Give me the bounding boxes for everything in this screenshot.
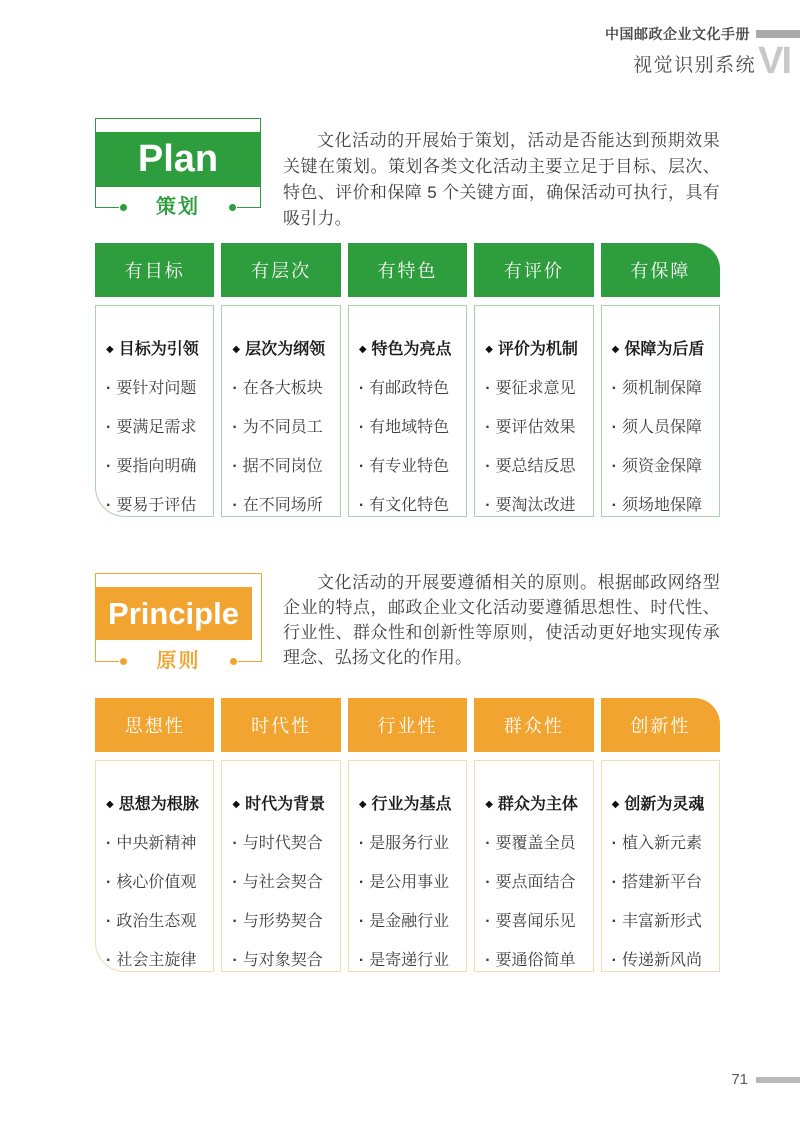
column-item-label: 要征求意见 <box>495 380 576 397</box>
column-item <box>232 869 335 892</box>
column-header: 有层次 <box>221 243 340 297</box>
column-item-label: 为不同员工 <box>242 419 323 436</box>
column-item-label: 有邮政特色 <box>369 380 450 397</box>
dot-bullet-icon: · <box>485 419 491 436</box>
dot-bullet-icon: · <box>232 458 238 475</box>
dot-bullet-icon: · <box>232 835 238 852</box>
diamond-bullet-icon: ◆ <box>232 799 241 810</box>
column-header: 创新性 <box>601 698 720 752</box>
column-body <box>95 760 214 972</box>
column-item-label: 在不同场所 <box>242 497 323 514</box>
table-column <box>601 698 720 972</box>
dot-bullet-icon: · <box>232 952 238 969</box>
column-item <box>106 830 209 853</box>
column-item-label: 是服务行业 <box>369 835 450 852</box>
column-header: 群众性 <box>474 698 593 752</box>
column-item-label: 丰富新形式 <box>621 913 702 930</box>
column-item <box>232 375 335 398</box>
column-body <box>474 760 593 972</box>
column-item-label: 要易于评估 <box>116 497 197 514</box>
diamond-bullet-icon: ◆ <box>106 799 114 810</box>
header-bar <box>756 30 800 38</box>
column-title-row <box>359 791 462 814</box>
column-item <box>359 908 462 931</box>
dot-bullet-icon: · <box>358 913 365 930</box>
column-header: 有特色 <box>348 243 467 297</box>
column-body <box>601 760 720 972</box>
plan-badge-subtitle: 策划 <box>156 196 200 218</box>
column-item <box>359 869 462 892</box>
column-title-row <box>359 336 462 359</box>
plan-badge <box>95 118 261 218</box>
column-item-label: 是金融行业 <box>369 913 450 930</box>
column-header: 行业性 <box>348 698 467 752</box>
column-item-label: 有专业特色 <box>369 458 450 475</box>
column-item-label: 须人员保障 <box>621 419 702 436</box>
dot-bullet-icon: · <box>611 952 617 969</box>
column-item-label: 要满足需求 <box>116 419 197 436</box>
dot-bullet-icon: · <box>358 952 365 969</box>
column-title-row <box>612 336 715 359</box>
column-item-label: 要针对问题 <box>116 380 197 397</box>
column-title: 创新为灵魂 <box>624 796 705 813</box>
column-item <box>232 908 335 931</box>
column-title-row <box>485 336 588 359</box>
column-item <box>612 414 715 437</box>
column-item-label: 植入新元素 <box>621 835 702 852</box>
column-title: 评价为机制 <box>497 341 578 358</box>
principle-paragraph: 文化活动的开展要遵循相关的原则。根据邮政网络型企业的特点，邮政企业文化活动要遵循思想性、时代性、行业性、群众性和创新性等原则，使活动更好地实现传承理念、弘扬文化的作用。 <box>283 573 720 667</box>
diamond-bullet-icon: ◆ <box>611 799 620 810</box>
table-column <box>95 243 214 517</box>
diamond-bullet-icon: ◆ <box>106 344 114 355</box>
column-item-label: 有文化特色 <box>369 497 450 514</box>
column-body <box>221 760 340 972</box>
dot-bullet-icon: · <box>232 874 238 891</box>
column-item <box>612 375 715 398</box>
table-column <box>348 243 467 517</box>
column-header: 思想性 <box>95 698 214 752</box>
vi-system-title: 视觉识别系统 <box>633 55 757 76</box>
column-item <box>612 869 715 892</box>
column-item <box>612 830 715 853</box>
column-item <box>612 453 715 476</box>
dot-bullet-icon: · <box>358 419 365 436</box>
column-title: 时代为背景 <box>245 796 326 813</box>
column-title: 思想为根脉 <box>118 796 199 813</box>
column-item <box>106 414 209 437</box>
table-column <box>221 698 340 972</box>
column-item <box>359 453 462 476</box>
dot-bullet-icon: · <box>611 874 617 891</box>
dot-bullet-icon: · <box>611 380 617 397</box>
handbook-title: 中国邮政企业文化手册 <box>605 26 750 42</box>
column-title: 行业为基点 <box>371 796 452 813</box>
plan-table <box>95 243 720 517</box>
footer-bar <box>756 1077 800 1083</box>
dot-bullet-icon: · <box>611 419 617 436</box>
column-item-label: 社会主旋律 <box>116 952 197 969</box>
diamond-bullet-icon: ◆ <box>358 799 367 810</box>
column-item-label: 中央新精神 <box>116 835 197 852</box>
dot-bullet-icon: · <box>106 952 112 969</box>
principle-badge-subtitle: 原则 <box>156 650 201 672</box>
diamond-bullet-icon: ◆ <box>232 344 241 355</box>
dot-bullet-icon: · <box>358 497 365 514</box>
column-item <box>485 375 588 398</box>
dot-bullet-icon: · <box>611 497 617 514</box>
table-column <box>95 698 214 972</box>
column-header: 有目标 <box>95 243 214 297</box>
principle-table <box>95 698 720 972</box>
vi-watermark: VI <box>758 40 790 82</box>
header-row-subtitle <box>0 40 800 82</box>
column-title-row <box>232 336 335 359</box>
column-item <box>106 375 209 398</box>
column-item <box>359 375 462 398</box>
dot-bullet-icon: · <box>358 835 365 852</box>
column-item-label: 搭建新平台 <box>621 874 702 891</box>
column-item <box>232 492 335 515</box>
dot-bullet-icon: · <box>106 419 112 436</box>
column-item-label: 有地域特色 <box>369 419 450 436</box>
column-item <box>485 414 588 437</box>
dot-bullet-icon: · <box>485 497 491 514</box>
column-title-row <box>232 791 335 814</box>
column-item <box>232 830 335 853</box>
diamond-bullet-icon: ◆ <box>485 344 493 355</box>
column-title-row <box>106 336 209 359</box>
column-item-label: 要总结反思 <box>495 458 576 475</box>
column-item-label: 据不同岗位 <box>242 458 323 475</box>
column-item-label: 要喜闻乐见 <box>495 913 576 930</box>
column-header: 时代性 <box>221 698 340 752</box>
dot-bullet-icon: · <box>485 380 491 397</box>
column-body <box>348 760 467 972</box>
column-item <box>106 869 209 892</box>
diamond-bullet-icon: ◆ <box>485 799 493 810</box>
dot-bullet-icon: · <box>358 458 365 475</box>
column-body <box>95 305 214 517</box>
header-row-title <box>0 24 800 44</box>
table-column <box>221 243 340 517</box>
column-title: 群众为主体 <box>497 796 578 813</box>
column-item <box>232 453 335 476</box>
column-body <box>474 305 593 517</box>
column-item <box>612 908 715 931</box>
column-item <box>612 492 715 515</box>
column-body <box>348 305 467 517</box>
column-body <box>221 305 340 517</box>
dot-bullet-icon: · <box>232 380 238 397</box>
column-item-label: 须资金保障 <box>621 458 702 475</box>
column-item-label: 是公用事业 <box>369 874 450 891</box>
column-title-row <box>612 791 715 814</box>
column-title: 保障为后盾 <box>624 341 705 358</box>
column-title-row <box>485 791 588 814</box>
column-item-label: 核心价值观 <box>116 874 197 891</box>
column-item <box>359 492 462 515</box>
column-item-label: 要指向明确 <box>116 458 197 475</box>
dot-bullet-icon: · <box>485 913 491 930</box>
column-title: 层次为纲领 <box>245 341 326 358</box>
column-item <box>485 869 588 892</box>
dot-bullet-icon: · <box>611 835 617 852</box>
column-header: 有保障 <box>601 243 720 297</box>
dot-bullet-icon: · <box>232 419 238 436</box>
column-item <box>232 414 335 437</box>
dot-bullet-icon: · <box>358 874 365 891</box>
column-item-label: 与社会契合 <box>242 874 323 891</box>
column-item-label: 与对象契合 <box>242 952 323 969</box>
dot-bullet-icon: · <box>485 874 491 891</box>
dot-bullet-icon: · <box>106 913 112 930</box>
page-footer <box>731 1071 800 1088</box>
dot-bullet-icon: · <box>106 874 112 891</box>
dot-bullet-icon: · <box>106 497 112 514</box>
column-item <box>612 947 715 970</box>
table-column <box>601 243 720 517</box>
plan-badge-title: Plan <box>95 132 261 187</box>
dot-bullet-icon: · <box>232 497 238 514</box>
plan-paragraph: 文化活动的开展始于策划，活动是否能达到预期效果关键在策划。策划各类文化活动主要立足于目标、层次、特色、评价和保障 5 个关键方面，确保活动可执行，具有吸引力。 <box>283 131 720 228</box>
column-item-label: 要覆盖全员 <box>495 835 576 852</box>
column-item-label: 传递新风尚 <box>621 952 702 969</box>
column-item <box>106 947 209 970</box>
column-item <box>232 947 335 970</box>
dot-bullet-icon: · <box>106 380 112 397</box>
column-item <box>359 947 462 970</box>
column-item-label: 是寄递行业 <box>369 952 450 969</box>
dot-bullet-icon: · <box>106 458 112 475</box>
column-item-label: 政治生态观 <box>116 913 197 930</box>
column-title-row <box>106 791 209 814</box>
diamond-bullet-icon: ◆ <box>358 344 367 355</box>
column-header: 有评价 <box>474 243 593 297</box>
dot-bullet-icon: · <box>485 458 491 475</box>
column-body <box>601 305 720 517</box>
column-item-label: 与形势契合 <box>242 913 323 930</box>
column-item <box>106 908 209 931</box>
column-item-label: 须场地保障 <box>621 497 702 514</box>
column-item-label: 要通俗简单 <box>495 952 576 969</box>
table-column <box>474 243 593 517</box>
column-item <box>359 414 462 437</box>
principle-badge-title: Principle <box>95 587 252 640</box>
column-item-label: 在各大板块 <box>242 380 323 397</box>
dot-bullet-icon: · <box>485 835 491 852</box>
column-item-label: 要淘汰改进 <box>495 497 576 514</box>
dot-bullet-icon: · <box>106 835 112 852</box>
column-item <box>485 947 588 970</box>
column-item-label: 要评估效果 <box>495 419 576 436</box>
dot-bullet-icon: · <box>232 913 238 930</box>
column-item <box>485 492 588 515</box>
dot-bullet-icon: · <box>485 952 491 969</box>
table-column <box>474 698 593 972</box>
dot-bullet-icon: · <box>611 458 617 475</box>
column-title: 特色为亮点 <box>371 341 452 358</box>
document-header <box>0 24 800 82</box>
principle-badge <box>95 573 262 672</box>
diamond-bullet-icon: ◆ <box>611 344 620 355</box>
column-item-label: 与时代契合 <box>242 835 323 852</box>
column-item-label: 须机制保障 <box>621 380 702 397</box>
column-item-label: 要点面结合 <box>495 874 576 891</box>
column-item <box>359 830 462 853</box>
dot-bullet-icon: · <box>358 380 365 397</box>
dot-bullet-icon: · <box>611 913 617 930</box>
column-item <box>106 492 209 515</box>
table-column <box>348 698 467 972</box>
column-item <box>485 908 588 931</box>
page-number: 71 <box>731 1071 748 1088</box>
column-item <box>106 453 209 476</box>
column-title: 目标为引领 <box>118 341 199 358</box>
column-item <box>485 453 588 476</box>
column-item <box>485 830 588 853</box>
